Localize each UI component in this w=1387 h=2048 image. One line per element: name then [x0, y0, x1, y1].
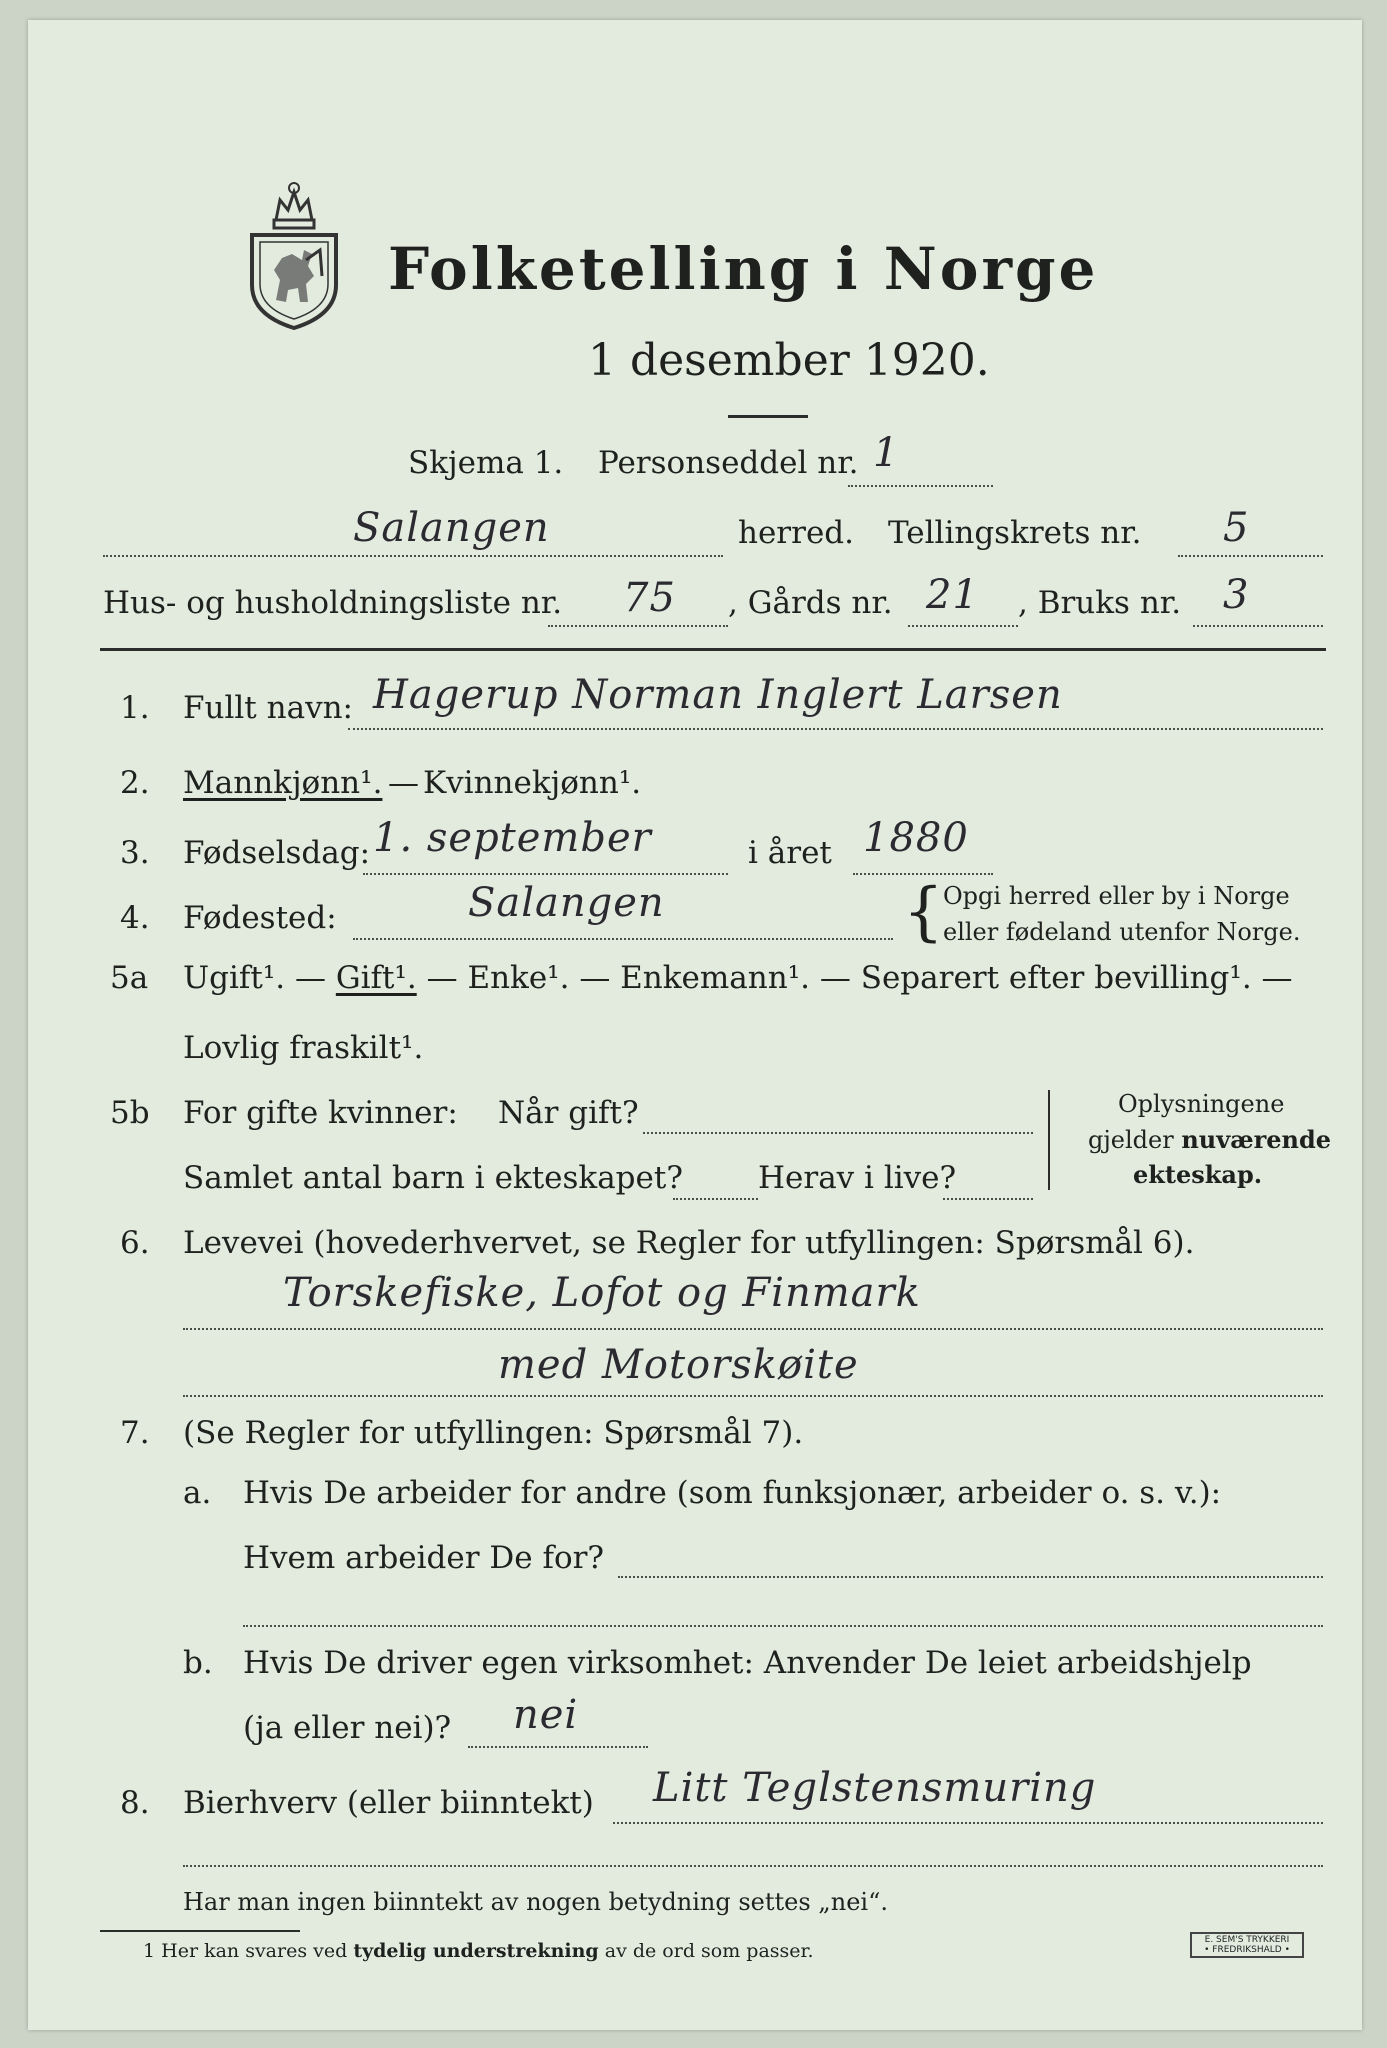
occupation-value-line2[interactable]: med Motorskøite — [498, 1342, 859, 1388]
q1-label: Fullt navn: — [183, 690, 353, 726]
footnote-text-a: Her kan svares ved — [161, 1940, 354, 1962]
q5a-dash-3: — — [579, 960, 611, 996]
footnote — [143, 1940, 814, 1962]
female-option[interactable]: Kvinnekjønn¹. — [423, 765, 642, 801]
q7b-number: b. — [183, 1645, 213, 1681]
q7b-question: (ja eller nei)? — [243, 1710, 452, 1746]
q4-brace: { — [903, 875, 944, 949]
fraskilt-option[interactable]: Lovlig fraskilt¹. — [183, 1030, 424, 1066]
q5a-number: 5a — [110, 960, 149, 996]
q7a-text: Hvis De arbeider for andre (som funksjonær, arbeider o. s. v.): — [243, 1475, 1222, 1511]
q5b-number: 5b — [110, 1095, 150, 1131]
personseddel-line — [848, 485, 993, 487]
printer-stamp — [1190, 1932, 1304, 1958]
q4-label: Fødested: — [183, 900, 337, 936]
q1-line — [348, 728, 1323, 730]
q7b-text: Hvis De driver egen virksomhet: Anvender De leiet arbeidshjelp — [243, 1645, 1252, 1681]
samlet-barn-label: Samlet antal barn i ekteskapet? — [183, 1160, 683, 1196]
q5b-note-gjelder: gjelder — [1088, 1126, 1182, 1154]
herav-line[interactable] — [943, 1198, 1033, 1200]
q7a-number: a. — [183, 1475, 212, 1511]
q6-label: Levevei (hovederhvervet, se Regler for utfyllingen: Spørsmål 6). — [183, 1225, 1195, 1261]
q6-line-1 — [183, 1328, 1323, 1330]
personseddel-value[interactable]: 1 — [873, 430, 900, 476]
coat-of-arms-icon — [246, 180, 342, 334]
side-income-value[interactable]: Litt Teglstensmuring — [653, 1765, 1097, 1811]
q5a-dash-2: — — [426, 960, 458, 996]
herred-label: herred. — [738, 515, 854, 551]
birthday-value[interactable]: 1. september — [373, 815, 652, 861]
footnote-text-c: av de ord som passer. — [598, 1940, 814, 1962]
census-date: 1 desember 1920. — [588, 335, 990, 386]
naar-gift-label: Når gift? — [498, 1095, 639, 1131]
q5a-dash-4: — — [819, 960, 851, 996]
q5b-note-line3: ekteskap. — [1133, 1160, 1263, 1189]
hus-label: Hus- og husholdningsliste nr. — [103, 585, 563, 621]
hired-help-value[interactable]: nei — [513, 1692, 579, 1738]
form-title: Folketelling i Norge — [388, 235, 1099, 303]
q5a-dash-1: — — [294, 960, 326, 996]
tellingskrets-line — [1178, 555, 1323, 557]
q3-number: 3. — [120, 835, 150, 871]
q5b-note-line1: Oplysningene — [1118, 1090, 1285, 1118]
q6-number: 6. — [120, 1225, 150, 1261]
bruks-value[interactable]: 3 — [1223, 572, 1250, 618]
q7b-line — [468, 1746, 648, 1748]
skjema-label: Skjema 1. — [408, 445, 564, 481]
q3-line — [363, 873, 728, 875]
footnote-number: 1 — [143, 1940, 156, 1962]
ugift-option[interactable]: Ugift¹. — [183, 960, 286, 996]
q4-note-line1: Opgi herred eller by i Norge — [943, 882, 1290, 910]
q5b-note-nuvaerende: nuværende — [1181, 1125, 1332, 1154]
employer-line-2[interactable] — [243, 1625, 1323, 1627]
q7-number: 7. — [120, 1415, 150, 1451]
q5b-label: For gifte kvinner: — [183, 1095, 458, 1131]
q8-line-2 — [183, 1865, 1323, 1867]
q6-line-2 — [183, 1395, 1323, 1397]
naar-gift-line[interactable] — [643, 1132, 1033, 1134]
herred-value[interactable]: Salangen — [353, 505, 550, 551]
enke-option[interactable]: Enke¹. — [467, 960, 570, 996]
q4-line — [353, 938, 893, 940]
printer-stamp-line2: • FREDRIKSHALD • — [1204, 1945, 1290, 1955]
full-name-value[interactable]: Hagerup Norman Inglert Larsen — [373, 672, 1063, 718]
section-divider — [100, 648, 1326, 651]
q7-label: (Se Regler for utfyllingen: Spørsmål 7). — [183, 1415, 804, 1451]
occupation-value-line1[interactable]: Torskefiske, Lofot og Finmark — [283, 1270, 921, 1316]
footnote-text-bold: tydelig understrekning — [353, 1940, 599, 1962]
q8-label: Bierhverv (eller biinntekt) — [183, 1785, 594, 1821]
enkemann-option[interactable]: Enkemann¹. — [620, 960, 810, 996]
tellingskrets-value[interactable]: 5 — [1223, 505, 1250, 551]
employer-line[interactable] — [618, 1576, 1323, 1578]
q4-note-line2: eller fødeland utenfor Norge. — [943, 918, 1301, 946]
gards-label: , Gårds nr. — [728, 585, 893, 621]
birthplace-value[interactable]: Salangen — [468, 880, 665, 926]
footer-note: Har man ingen biinntekt av nogen betydning settes „nei“. — [183, 1888, 888, 1916]
title-divider — [728, 415, 808, 418]
q2-number: 2. — [120, 765, 150, 801]
gards-line — [908, 625, 1018, 627]
q1-number: 1. — [120, 690, 150, 726]
birth-year-value[interactable]: 1880 — [863, 815, 969, 861]
q5b-bracket — [1048, 1090, 1050, 1190]
q7a-question: Hvem arbeider De for? — [243, 1540, 605, 1576]
bruks-label: , Bruks nr. — [1018, 585, 1182, 621]
q5a-dash-5: — — [1261, 960, 1293, 996]
q4-number: 4. — [120, 900, 150, 936]
hus-value[interactable]: 75 — [623, 575, 676, 621]
q5a-row — [183, 960, 1293, 996]
bruks-line — [1193, 625, 1323, 627]
personseddel-label: Personseddel nr. — [598, 445, 859, 481]
herav-label: Herav i live? — [758, 1160, 957, 1196]
male-option[interactable]: Mannkjønn¹. — [183, 765, 383, 801]
year-label: i året — [748, 835, 832, 871]
herred-line — [103, 555, 723, 557]
gards-value[interactable]: 21 — [926, 572, 979, 618]
gift-option[interactable]: Gift¹. — [335, 960, 417, 996]
tellingskrets-label: Tellingskrets nr. — [888, 515, 1142, 551]
q8-line — [613, 1822, 1323, 1824]
samlet-barn-line[interactable] — [673, 1198, 758, 1200]
census-form-sheet — [28, 20, 1362, 2030]
separert-option[interactable]: Separert efter bevilling¹. — [860, 960, 1252, 996]
q2-dash: — — [388, 765, 419, 801]
q8-number: 8. — [120, 1785, 150, 1821]
hus-line — [548, 625, 728, 627]
q3-label: Fødselsdag: — [183, 835, 371, 871]
footnote-divider — [100, 1930, 300, 1932]
printer-stamp-line1: E. SEM'S TRYKKERI — [1204, 1935, 1290, 1945]
q5b-note-line2 — [1088, 1125, 1331, 1154]
